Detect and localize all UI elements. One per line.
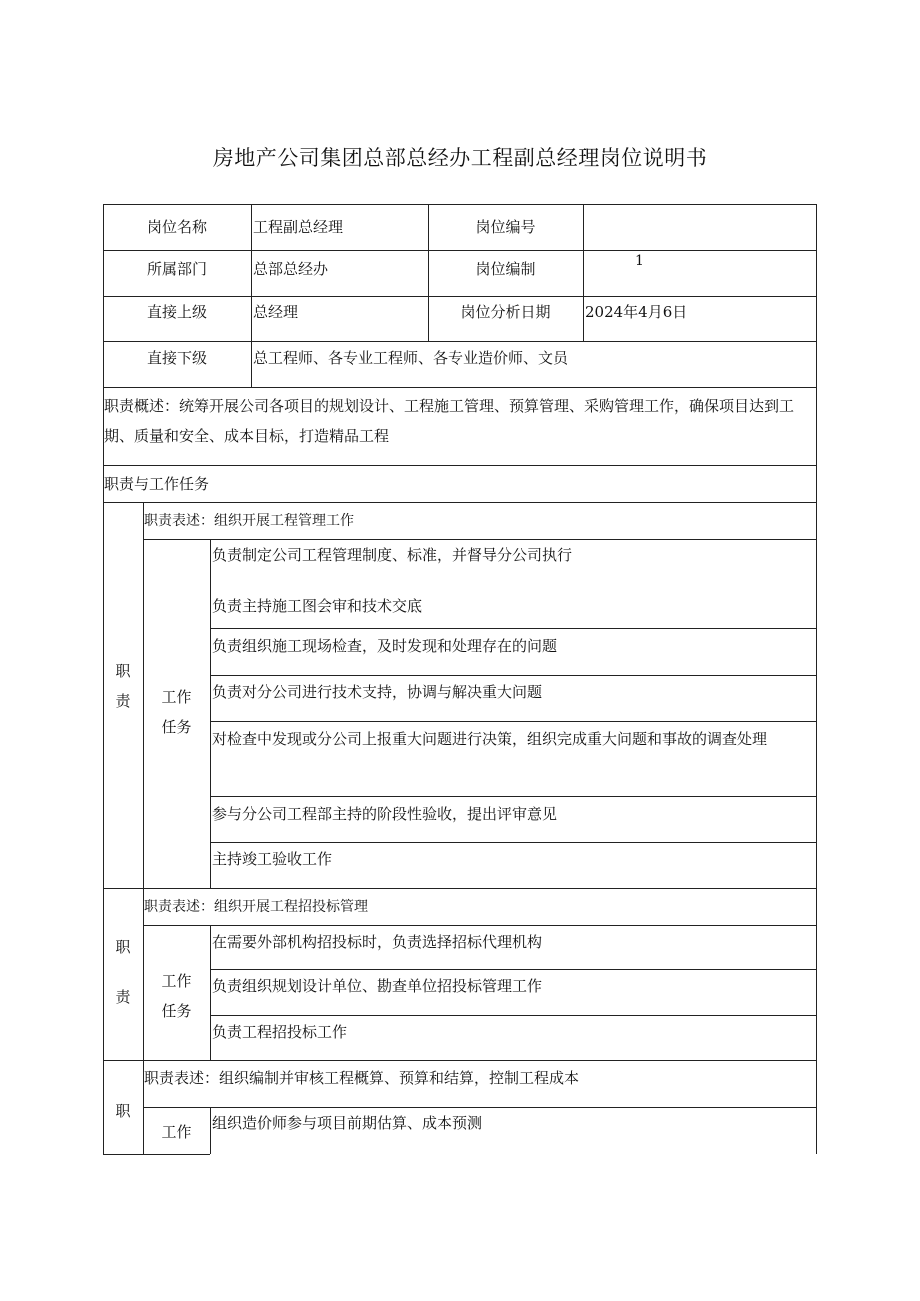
section-2-task: 负责组织规划设计单位、勘查单位招投标管理工作 (212, 977, 543, 995)
section-2-task-label-2: 任务 (161, 1002, 192, 1020)
section-1-task-label (143, 682, 210, 742)
section-1-task: 负责主持施工图会审和技术交底 (212, 597, 423, 615)
section-1-task-label-2: 任务 (161, 718, 192, 736)
section-1-side-label (103, 656, 143, 716)
superior-value: 总经理 (253, 303, 299, 321)
section-1-task-label-1: 工作 (161, 688, 192, 706)
position-code-label: 岗位编号 (475, 218, 536, 236)
section-2-task-label-1: 工作 (161, 972, 192, 990)
position-name-label: 岗位名称 (146, 218, 207, 236)
document-title: 房地产公司集团总部总经办工程副总经理岗位说明书 (212, 146, 708, 170)
analysis-date-label: 岗位分析日期 (460, 303, 551, 321)
analysis-date-value: 2024年4月6日 (585, 303, 688, 321)
section-1-task: 参与分公司工程部主持的阶段性验收，提出评审意见 (212, 805, 558, 823)
department-value: 总部总经办 (253, 260, 329, 278)
section-3-task: 组织造价师参与项目前期估算、成本预测 (212, 1114, 483, 1132)
section-1-task: 对检查中发现或分公司上报重大问题进行决策，组织完成重大问题和事故的调查处理 (212, 730, 768, 748)
section-3-task-label: 工作 (161, 1123, 192, 1141)
department-label: 所属部门 (146, 260, 207, 278)
section-1-task: 负责对分公司进行技术支持，协调与解决重大问题 (212, 683, 543, 701)
headcount-value: 1 (635, 253, 644, 269)
section-2-side-char-1: 职 (115, 938, 131, 956)
section-1-side-char-2: 责 (115, 692, 131, 710)
section-1-description: 职责表述：组织开展工程管理工作 (144, 513, 354, 529)
duties-heading: 职责与工作任务 (104, 475, 210, 493)
section-2-side-label (103, 922, 143, 1022)
section-3-description: 职责表述：组织编制并审核工程概算、预算和结算，控制工程成本 (144, 1069, 580, 1087)
section-2-task: 在需要外部机构招投标时，负责选择招标代理机构 (212, 933, 543, 951)
superior-label: 直接上级 (146, 303, 207, 321)
duty-summary: 职责概述：统筹开展公司各项目的规划设计、工程施工管理、预算管理、采购管理工作，确保项目达到工期、质量和安全、成本目标，打造精品工程 (104, 397, 795, 445)
section-1-task: 负责制定公司工程管理制度、标准，并督导分公司执行 (212, 546, 573, 564)
position-name-value: 工程副总经理 (253, 218, 344, 236)
subordinate-label: 直接下级 (146, 349, 207, 367)
section-3-side-label: 职 (115, 1102, 131, 1120)
section-1-side-char-1: 职 (115, 662, 131, 680)
section-1-task: 负责组织施工现场检查，及时发现和处理存在的问题 (212, 637, 558, 655)
section-2-side-char-2: 责 (115, 988, 131, 1006)
section-2-description: 职责表述：组织开展工程招投标管理 (144, 899, 368, 915)
section-2-task-label (143, 966, 210, 1026)
section-1-task: 主持竣工验收工作 (212, 850, 333, 868)
headcount-label: 岗位编制 (475, 260, 536, 278)
section-2-task: 负责工程招投标工作 (212, 1023, 348, 1041)
subordinate-value: 总工程师、各专业工程师、各专业造价师、文员 (253, 349, 569, 367)
job-description-table (103, 204, 817, 1154)
